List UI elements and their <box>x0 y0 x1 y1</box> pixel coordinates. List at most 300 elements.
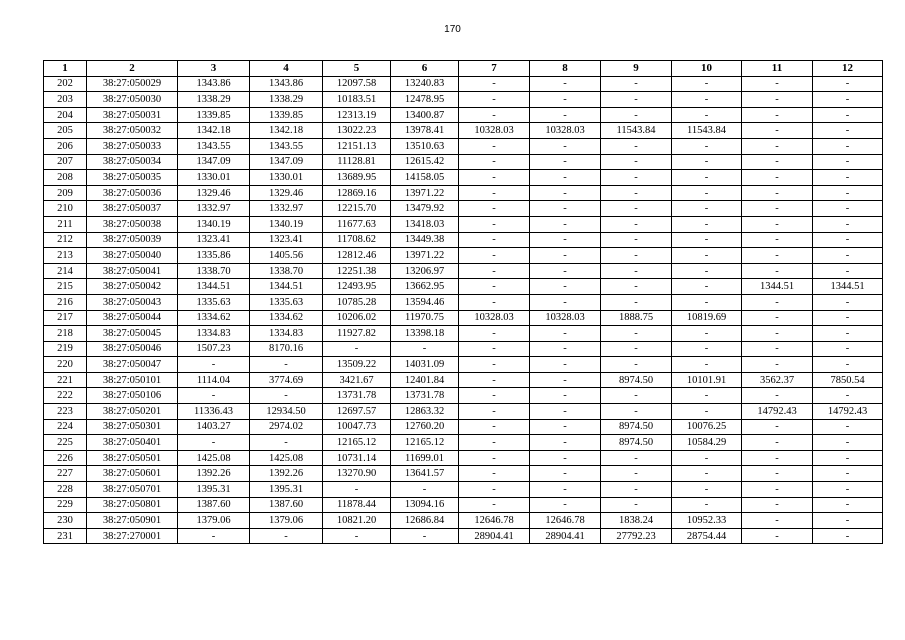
table-cell: - <box>601 294 672 310</box>
table-cell: - <box>813 107 883 123</box>
table-row <box>44 482 883 498</box>
table-cell: 229 <box>44 497 87 513</box>
table-row <box>44 341 883 357</box>
table-cell: - <box>530 341 601 357</box>
table-cell: - <box>813 170 883 186</box>
table-cell: 7850.54 <box>813 372 883 388</box>
table-cell: - <box>742 497 813 513</box>
table-cell: - <box>601 248 672 264</box>
table-cell: - <box>391 482 459 498</box>
table-cell: 1332.97 <box>178 201 250 217</box>
table-cell: 1334.62 <box>178 310 250 326</box>
table-row <box>44 154 883 170</box>
table-cell: - <box>459 92 530 108</box>
table-row <box>44 92 883 108</box>
table-cell: 28904.41 <box>459 528 530 544</box>
table-cell: - <box>672 185 742 201</box>
table-cell: 221 <box>44 372 87 388</box>
table-cell: - <box>601 279 672 295</box>
table-cell: 1329.46 <box>250 185 323 201</box>
table-cell: 12493.95 <box>323 279 391 295</box>
table-cell: 1338.29 <box>250 92 323 108</box>
table-cell: 1395.31 <box>178 482 250 498</box>
table-cell: 213 <box>44 248 87 264</box>
table-cell: 228 <box>44 482 87 498</box>
table-cell: 1323.41 <box>178 232 250 248</box>
table-cell: 12863.32 <box>391 404 459 420</box>
table-cell: 38:27:050032 <box>87 123 178 139</box>
table-cell: - <box>813 357 883 373</box>
table-cell: - <box>742 123 813 139</box>
table-cell: - <box>742 294 813 310</box>
table-cell: 3774.69 <box>250 372 323 388</box>
table-cell: - <box>459 435 530 451</box>
table-cell: - <box>672 138 742 154</box>
table-cell: - <box>530 435 601 451</box>
column-header: 12 <box>813 61 883 77</box>
table-row <box>44 388 883 404</box>
table-row <box>44 107 883 123</box>
table-cell: - <box>530 263 601 279</box>
table-cell: 1342.18 <box>250 123 323 139</box>
table-cell: 10785.28 <box>323 294 391 310</box>
table-cell: - <box>742 185 813 201</box>
table-cell: 28754.44 <box>672 528 742 544</box>
table-cell: - <box>601 497 672 513</box>
table-cell: 12934.50 <box>250 404 323 420</box>
table-cell: 38:27:050042 <box>87 279 178 295</box>
table-cell: - <box>459 185 530 201</box>
table-cell: 13022.23 <box>323 123 391 139</box>
table-cell: - <box>530 482 601 498</box>
table-cell: 10819.69 <box>672 310 742 326</box>
table-row <box>44 419 883 435</box>
table-cell: - <box>742 326 813 342</box>
table-cell: 13978.41 <box>391 123 459 139</box>
table-cell: 1405.56 <box>250 248 323 264</box>
table-cell: 1335.86 <box>178 248 250 264</box>
table-cell: 13418.03 <box>391 216 459 232</box>
table-cell: - <box>530 76 601 92</box>
table-cell: - <box>391 528 459 544</box>
table-cell: - <box>813 513 883 529</box>
table-cell: - <box>742 388 813 404</box>
table-cell: - <box>601 76 672 92</box>
table-cell: 14792.43 <box>742 404 813 420</box>
table-cell: - <box>459 372 530 388</box>
table-cell: 208 <box>44 170 87 186</box>
table-cell: 12760.20 <box>391 419 459 435</box>
table-cell: - <box>742 76 813 92</box>
table-cell: - <box>459 232 530 248</box>
table-cell: 207 <box>44 154 87 170</box>
table-cell: - <box>742 482 813 498</box>
table-cell: - <box>813 76 883 92</box>
table-row <box>44 435 883 451</box>
table-cell: 11677.63 <box>323 216 391 232</box>
table-cell: - <box>178 528 250 544</box>
table-cell: 1379.06 <box>178 513 250 529</box>
table-cell: 38:27:050043 <box>87 294 178 310</box>
table-cell: - <box>601 450 672 466</box>
table-cell: 38:27:050801 <box>87 497 178 513</box>
table-cell: 12313.19 <box>323 107 391 123</box>
column-header: 6 <box>391 61 459 77</box>
table-row <box>44 201 883 217</box>
table-cell: 8974.50 <box>601 419 672 435</box>
table-cell: - <box>323 528 391 544</box>
table-cell: - <box>672 326 742 342</box>
table-cell: - <box>672 216 742 232</box>
table-cell: - <box>813 528 883 544</box>
table-cell: 202 <box>44 76 87 92</box>
page-number: 170 <box>444 24 461 35</box>
table-cell: - <box>601 170 672 186</box>
table-row <box>44 294 883 310</box>
table-cell: - <box>742 310 813 326</box>
table-row <box>44 528 883 544</box>
table-cell: - <box>530 497 601 513</box>
table-cell: - <box>601 404 672 420</box>
table-cell: 10328.03 <box>530 123 601 139</box>
table-cell: 38:27:050031 <box>87 107 178 123</box>
table-cell: 38:27:050040 <box>87 248 178 264</box>
table-cell: 13594.46 <box>391 294 459 310</box>
table-cell: - <box>459 497 530 513</box>
table-cell: - <box>601 482 672 498</box>
table-cell: - <box>323 482 391 498</box>
table-cell: 12812.46 <box>323 248 391 264</box>
table-cell: 1338.29 <box>178 92 250 108</box>
table-cell: 28904.41 <box>530 528 601 544</box>
table-cell: 210 <box>44 201 87 217</box>
table-cell: 1343.55 <box>178 138 250 154</box>
table-cell: - <box>601 185 672 201</box>
column-header: 8 <box>530 61 601 77</box>
table-cell: 225 <box>44 435 87 451</box>
table-cell: - <box>459 419 530 435</box>
table-cell: - <box>601 201 672 217</box>
table-cell: - <box>672 154 742 170</box>
table-cell: - <box>530 216 601 232</box>
table-cell: - <box>250 435 323 451</box>
table-cell: - <box>530 404 601 420</box>
table-cell: 1338.70 <box>250 263 323 279</box>
table-cell: 1344.51 <box>250 279 323 295</box>
table-cell: - <box>601 232 672 248</box>
table-cell: 10328.03 <box>530 310 601 326</box>
table-cell: 1344.51 <box>742 279 813 295</box>
table-cell: 8974.50 <box>601 435 672 451</box>
table-cell: - <box>459 279 530 295</box>
table-cell: 1425.08 <box>250 450 323 466</box>
table-cell: - <box>459 404 530 420</box>
table-cell: 10328.03 <box>459 123 530 139</box>
table-cell: - <box>459 248 530 264</box>
table-cell: - <box>813 138 883 154</box>
data-table <box>43 60 883 544</box>
table-cell: 12686.84 <box>391 513 459 529</box>
table-row <box>44 216 883 232</box>
table-cell: - <box>813 294 883 310</box>
table-cell: - <box>178 357 250 373</box>
table-cell: 218 <box>44 326 87 342</box>
table-cell: 1334.83 <box>178 326 250 342</box>
table-row <box>44 326 883 342</box>
table-cell: - <box>672 279 742 295</box>
table-cell: 1343.86 <box>250 76 323 92</box>
table-cell: 38:27:050029 <box>87 76 178 92</box>
table-row <box>44 279 883 295</box>
table-cell: - <box>459 263 530 279</box>
table-cell: 224 <box>44 419 87 435</box>
table-cell: - <box>672 248 742 264</box>
table-cell: 205 <box>44 123 87 139</box>
table-cell: - <box>530 154 601 170</box>
column-header: 10 <box>672 61 742 77</box>
table-cell: 223 <box>44 404 87 420</box>
table-cell: 1343.55 <box>250 138 323 154</box>
table-cell: 1507.23 <box>178 341 250 357</box>
table-cell: 1339.85 <box>178 107 250 123</box>
table-cell: 11878.44 <box>323 497 391 513</box>
table-cell: 8170.16 <box>250 341 323 357</box>
table-cell: 38:27:050201 <box>87 404 178 420</box>
table-cell: - <box>813 435 883 451</box>
table-cell: 3421.67 <box>323 372 391 388</box>
table-cell: 13206.97 <box>391 263 459 279</box>
table-cell: - <box>601 326 672 342</box>
table-row <box>44 185 883 201</box>
table-cell: 203 <box>44 92 87 108</box>
table-cell: - <box>459 326 530 342</box>
table-cell: 11699.01 <box>391 450 459 466</box>
table-cell: 12615.42 <box>391 154 459 170</box>
table-cell: - <box>742 248 813 264</box>
table-cell: 10328.03 <box>459 310 530 326</box>
table-cell: - <box>672 341 742 357</box>
table-cell: 1838.24 <box>601 513 672 529</box>
table-cell: - <box>250 528 323 544</box>
table-cell: - <box>601 263 672 279</box>
table-cell: 12646.78 <box>530 513 601 529</box>
table-cell: - <box>813 123 883 139</box>
table-cell: 2974.02 <box>250 419 323 435</box>
table-cell: - <box>742 154 813 170</box>
table-cell: - <box>672 76 742 92</box>
table-row <box>44 372 883 388</box>
table-cell: 38:27:050045 <box>87 326 178 342</box>
table-cell: 38:27:050041 <box>87 263 178 279</box>
table-cell: 13094.16 <box>391 497 459 513</box>
table-cell: 12165.12 <box>323 435 391 451</box>
table-cell: - <box>742 528 813 544</box>
table-cell: - <box>601 341 672 357</box>
table-cell: - <box>742 170 813 186</box>
table-cell: 1392.26 <box>250 466 323 482</box>
table-cell: 1338.70 <box>178 263 250 279</box>
table-cell: 38:27:270001 <box>87 528 178 544</box>
table-row <box>44 170 883 186</box>
table-cell: 1334.83 <box>250 326 323 342</box>
table-cell: 1339.85 <box>250 107 323 123</box>
table-cell: - <box>250 388 323 404</box>
table-cell: - <box>459 76 530 92</box>
table-cell: - <box>530 294 601 310</box>
table-cell: 1344.51 <box>178 279 250 295</box>
table-cell: - <box>813 310 883 326</box>
table-cell: 217 <box>44 310 87 326</box>
table-cell: 14031.09 <box>391 357 459 373</box>
table-cell: 11927.82 <box>323 326 391 342</box>
table-cell: - <box>459 216 530 232</box>
table-cell: 1395.31 <box>250 482 323 498</box>
column-header: 3 <box>178 61 250 77</box>
table-cell: - <box>813 216 883 232</box>
table-cell: - <box>672 466 742 482</box>
table-cell: 212 <box>44 232 87 248</box>
table-cell: - <box>459 341 530 357</box>
table-cell: 38:27:050701 <box>87 482 178 498</box>
table-cell: 11543.84 <box>672 123 742 139</box>
table-cell: 38:27:050035 <box>87 170 178 186</box>
table-cell: - <box>601 92 672 108</box>
table-cell: 216 <box>44 294 87 310</box>
table-cell: 13971.22 <box>391 248 459 264</box>
table-cell: 38:27:050039 <box>87 232 178 248</box>
table-cell: - <box>459 294 530 310</box>
table-cell: 13509.22 <box>323 357 391 373</box>
table-cell: - <box>459 450 530 466</box>
table-cell: - <box>459 107 530 123</box>
table-cell: - <box>742 419 813 435</box>
table-cell: - <box>742 513 813 529</box>
table-cell: 38:27:050046 <box>87 341 178 357</box>
table-cell: - <box>530 107 601 123</box>
table-cell: 13400.87 <box>391 107 459 123</box>
table-cell: 10206.02 <box>323 310 391 326</box>
table-cell: 38:27:050047 <box>87 357 178 373</box>
table-cell: 8974.50 <box>601 372 672 388</box>
table-cell: - <box>672 497 742 513</box>
table-cell: 38:27:050901 <box>87 513 178 529</box>
table-cell: 206 <box>44 138 87 154</box>
table-cell: - <box>530 138 601 154</box>
table-cell: 38:27:050038 <box>87 216 178 232</box>
table-cell: 12646.78 <box>459 513 530 529</box>
table-cell: - <box>813 388 883 404</box>
table-cell: 14792.43 <box>813 404 883 420</box>
table-cell: 27792.23 <box>601 528 672 544</box>
table-cell: 14158.05 <box>391 170 459 186</box>
table-cell: 38:27:050601 <box>87 466 178 482</box>
table-row <box>44 357 883 373</box>
table-cell: - <box>742 92 813 108</box>
table-cell: - <box>813 419 883 435</box>
table-cell: 13971.22 <box>391 185 459 201</box>
table-cell: 1323.41 <box>250 232 323 248</box>
table-cell: - <box>530 279 601 295</box>
table-cell: - <box>813 466 883 482</box>
table-cell: - <box>601 216 672 232</box>
table-cell: - <box>742 107 813 123</box>
table-cell: 12401.84 <box>391 372 459 388</box>
table-cell: 13398.18 <box>391 326 459 342</box>
table-cell: 13731.78 <box>391 388 459 404</box>
table-cell: 219 <box>44 341 87 357</box>
table-cell: 12215.70 <box>323 201 391 217</box>
table-cell: 12165.12 <box>391 435 459 451</box>
table-cell: - <box>672 404 742 420</box>
table-cell: - <box>742 435 813 451</box>
table-cell: 215 <box>44 279 87 295</box>
table-cell: 38:27:050044 <box>87 310 178 326</box>
table-cell: 12151.13 <box>323 138 391 154</box>
table-cell: - <box>459 466 530 482</box>
table-cell: 227 <box>44 466 87 482</box>
table-cell: 10047.73 <box>323 419 391 435</box>
table-cell: - <box>459 201 530 217</box>
table-cell: 1347.09 <box>178 154 250 170</box>
table-cell: - <box>742 138 813 154</box>
table-cell: 13449.38 <box>391 232 459 248</box>
table-cell: 12478.95 <box>391 92 459 108</box>
table-cell: 13479.92 <box>391 201 459 217</box>
column-header: 5 <box>323 61 391 77</box>
table-cell: - <box>459 482 530 498</box>
table-cell: 1340.19 <box>250 216 323 232</box>
table-cell: 13641.57 <box>391 466 459 482</box>
table-cell: - <box>813 201 883 217</box>
table-row <box>44 123 883 139</box>
table-row <box>44 248 883 264</box>
table-cell: - <box>459 138 530 154</box>
table-cell: - <box>530 232 601 248</box>
table-row <box>44 513 883 529</box>
table-cell: - <box>459 388 530 404</box>
table-cell: - <box>813 232 883 248</box>
table-cell: 1334.62 <box>250 310 323 326</box>
table-cell: - <box>601 154 672 170</box>
table-cell: - <box>813 185 883 201</box>
table-cell: 11970.75 <box>391 310 459 326</box>
table-cell: - <box>601 107 672 123</box>
table-cell: - <box>530 201 601 217</box>
table-cell: - <box>530 170 601 186</box>
column-header: 11 <box>742 61 813 77</box>
table-cell: 1335.63 <box>250 294 323 310</box>
table-cell: 11336.43 <box>178 404 250 420</box>
table-cell: 211 <box>44 216 87 232</box>
table-cell: 10101.91 <box>672 372 742 388</box>
table-cell: 1344.51 <box>813 279 883 295</box>
table-cell: 38:27:050301 <box>87 419 178 435</box>
table-cell: - <box>742 232 813 248</box>
table-cell: 1387.60 <box>178 497 250 513</box>
table-cell: - <box>813 482 883 498</box>
table-row <box>44 263 883 279</box>
table-cell: - <box>672 170 742 186</box>
table-cell: - <box>530 372 601 388</box>
table-cell: 38:27:050106 <box>87 388 178 404</box>
table-cell: 10584.29 <box>672 435 742 451</box>
table-cell: - <box>601 138 672 154</box>
table-cell: 13510.63 <box>391 138 459 154</box>
table-cell: 1335.63 <box>178 294 250 310</box>
table-cell: - <box>459 154 530 170</box>
table-cell: 1888.75 <box>601 310 672 326</box>
table-cell: 10952.33 <box>672 513 742 529</box>
